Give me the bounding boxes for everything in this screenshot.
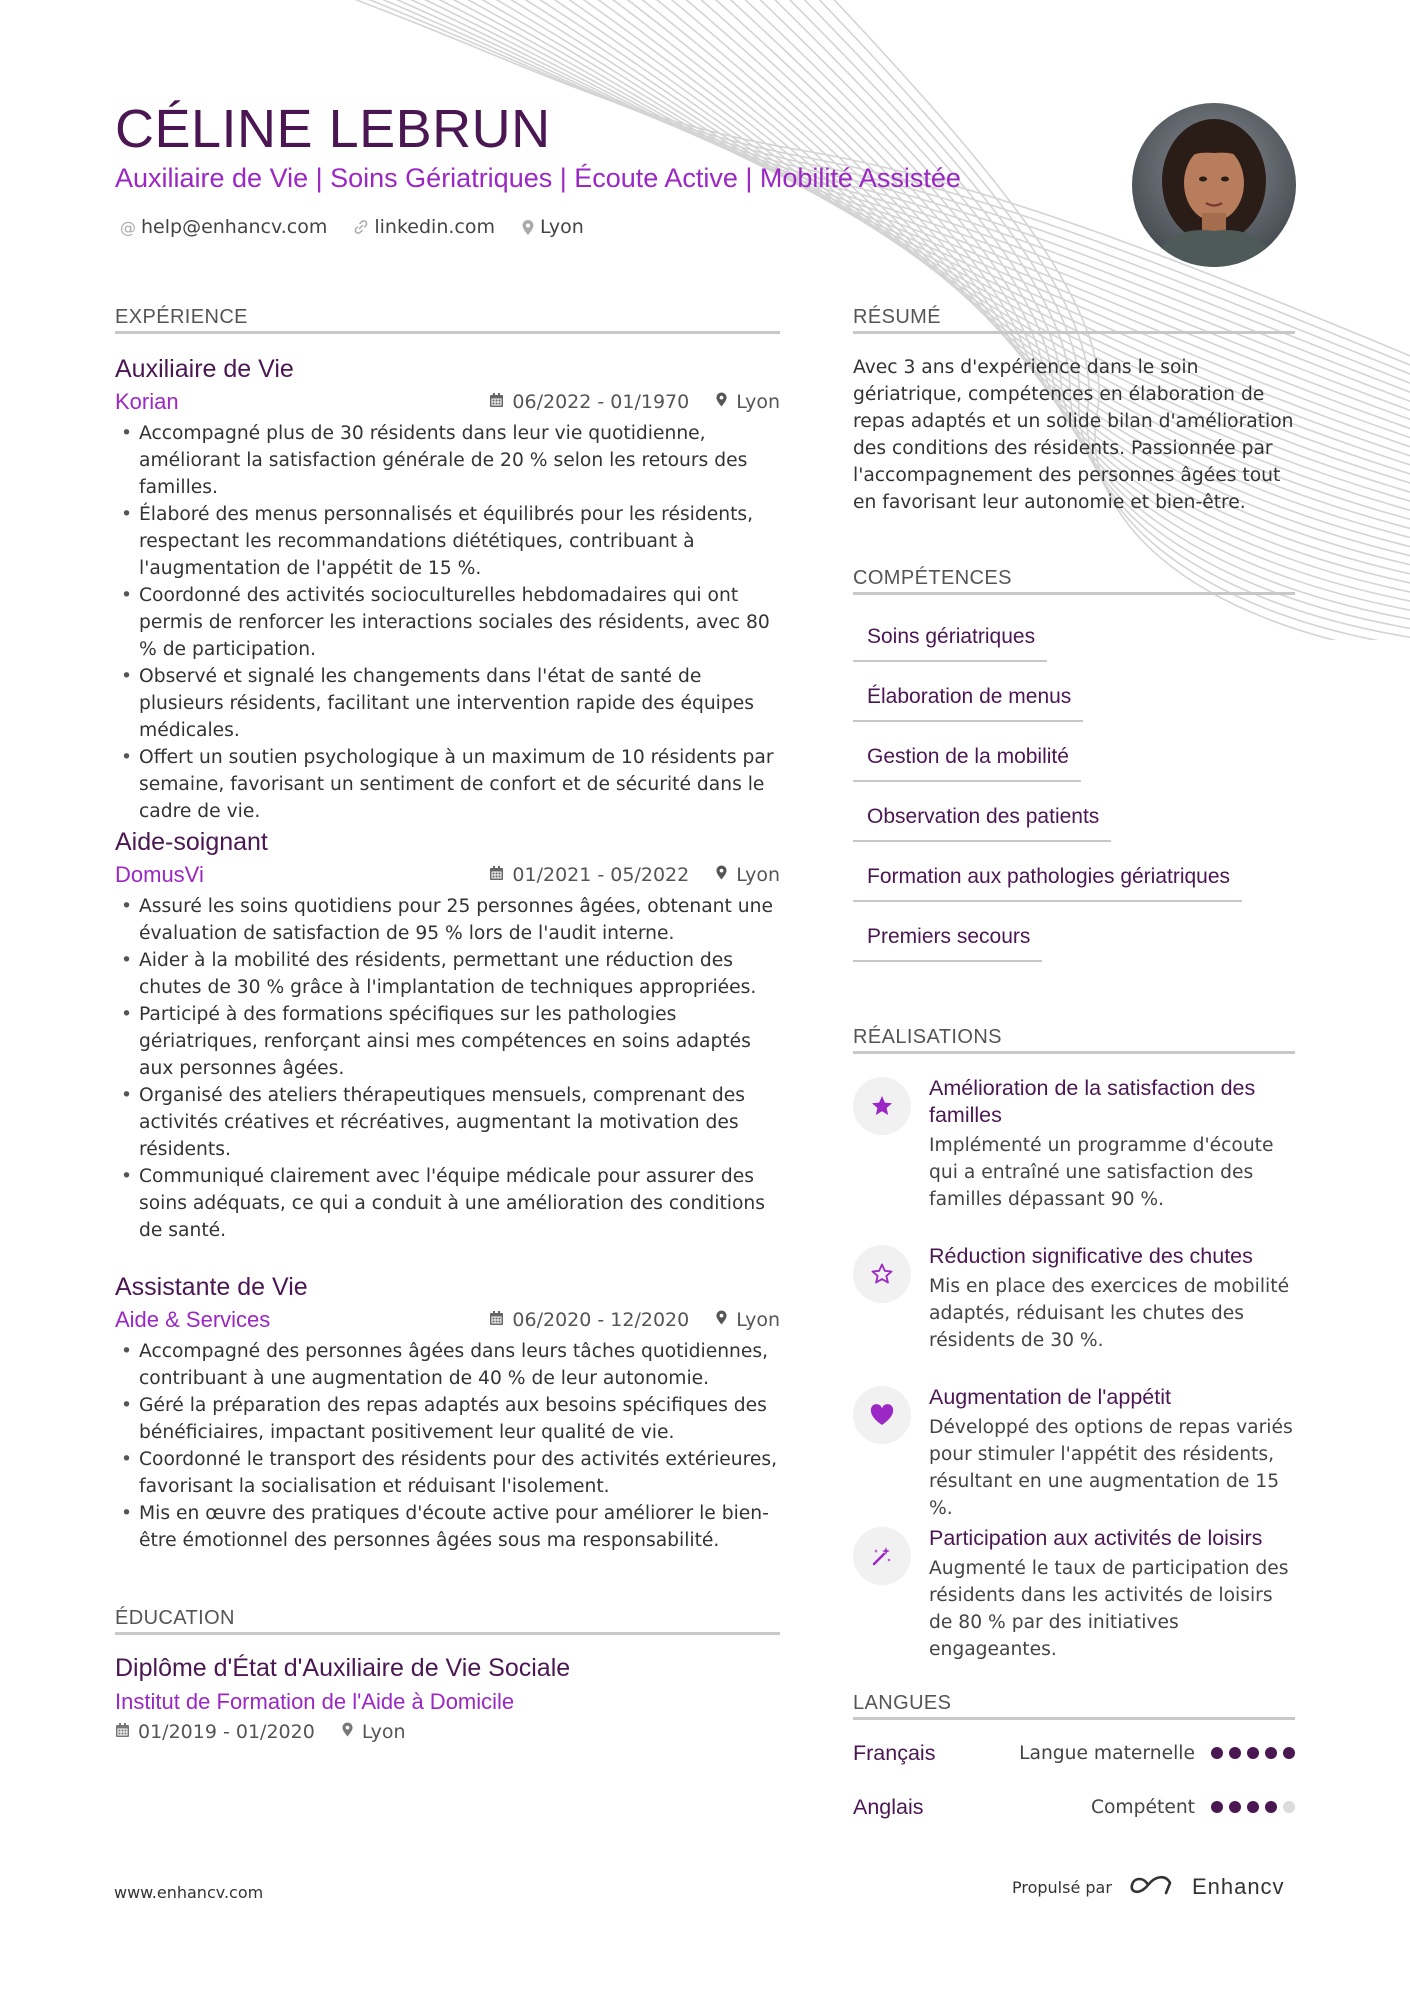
bullet-item: • Géré la préparation des repas adaptés aux besoins spécifiques des bénéficiaires, impactant positivement leur qualité de vie. xyxy=(115,1392,780,1446)
bullet-item: • Élaboré des menus personnalisés et équilibrés pour les résidents, respectant les recommandations diététiques, contribuant à l'augmentation de l'appétit de 15 %. xyxy=(115,501,780,582)
language-level: Compétent xyxy=(1090,1796,1195,1818)
achievement-description: Développé des options de repas variés pour stimuler l'appétit des résidents, résultant en une augmentation de 15 %. xyxy=(929,1417,1293,1519)
footer-branding xyxy=(1012,1872,1285,1902)
job-bullets xyxy=(115,893,780,1244)
link-icon xyxy=(353,219,369,235)
job-location: Lyon xyxy=(736,391,780,413)
experience-item xyxy=(115,1270,780,1554)
achievement-title: Participation aux activités de loisirs xyxy=(929,1526,1263,1550)
proficiency-dots xyxy=(1211,1801,1295,1813)
section-divider xyxy=(115,1632,780,1635)
job-location: Lyon xyxy=(736,864,780,886)
bullet-item: • Observé et signalé les changements dans l'état de santé de plusieurs résidents, facilitant une intervention rapide des équipes médicales. xyxy=(115,663,780,744)
language-level: Langue maternelle xyxy=(1019,1742,1195,1764)
bullet-item: • Offert un soutien psychologique à un maximum de 10 résidents par semaine, favorisant un sentiment de confort et de sécurité dans le cadre de vie. xyxy=(115,744,780,825)
calendar-icon xyxy=(489,391,504,413)
profile-photo xyxy=(1132,103,1296,267)
section-divider xyxy=(853,1717,1295,1720)
enhancv-logo-icon xyxy=(1128,1872,1176,1902)
proficiency-dot-filled xyxy=(1229,1801,1241,1813)
location-icon xyxy=(715,1309,728,1331)
company-name: DomusVi xyxy=(115,862,204,887)
skill-tag: Formation aux pathologies gériatriques xyxy=(853,854,1242,902)
proficiency-dot-filled xyxy=(1265,1747,1277,1759)
location-icon xyxy=(341,1721,354,1743)
achievement-title: Amélioration de la satisfaction des familles xyxy=(929,1076,1256,1127)
job-dates: 01/2021 - 05/2022 xyxy=(512,864,690,886)
degree-title: Diplôme d'État d'Auxiliaire de Vie Sociale xyxy=(115,1654,571,1682)
company-name: Aide & Services xyxy=(115,1307,271,1332)
proficiency-dot-filled xyxy=(1283,1747,1295,1759)
company-name: Korian xyxy=(115,389,179,414)
bullet-item: • Accompagné plus de 30 résidents dans leur vie quotidienne, améliorant la satisfaction générale de 20 % selon les retours des familles. xyxy=(115,420,780,501)
language-item xyxy=(853,1791,1295,1823)
section-title-education: ÉDUCATION xyxy=(115,1607,235,1629)
achievement-title: Augmentation de l'appétit xyxy=(929,1385,1171,1409)
education-location: Lyon xyxy=(361,1721,406,1743)
bullet-item: • Communiqué clairement avec l'équipe médicale pour assurer des soins adéquats, ce qui a conduit à une amélioration des conditions de santé. xyxy=(115,1163,780,1244)
achievement-item xyxy=(853,1525,1298,1660)
achievement-description: Augmenté le taux de participation des résidents dans les activités de loisirs de 80 % par des initiatives engageantes. xyxy=(929,1558,1289,1660)
job-dates: 06/2020 - 12/2020 xyxy=(512,1309,690,1331)
contact-list xyxy=(120,216,584,238)
summary-text: Avec 3 ans d'expérience dans le soin gériatrique, compétences en élaboration de repas adaptés et un solide bilan d'amélioration des conditions des résidents. Passionnée par l'accompagnement des personnes âgées tout en favorisant leur autonomie et bien-être. xyxy=(853,357,1294,513)
heart-icon xyxy=(853,1386,911,1444)
language-name: Anglais xyxy=(853,1794,924,1819)
proficiency-dot-filled xyxy=(1211,1747,1223,1759)
section-title-languages: LANGUES xyxy=(853,1692,952,1714)
job-dates: 06/2022 - 01/1970 xyxy=(512,391,690,413)
job-bullets xyxy=(115,1338,780,1554)
section-title-summary: RÉSUMÉ xyxy=(853,306,941,328)
candidate-name: CÉLINE LEBRUN xyxy=(115,99,551,159)
section-title-experience: EXPÉRIENCE xyxy=(115,306,248,328)
contact-email[interactable] xyxy=(120,216,327,238)
school-name: Institut de Formation de l'Aide à Domicile xyxy=(115,1689,515,1714)
achievement-item xyxy=(853,1075,1298,1225)
section-divider xyxy=(853,1051,1295,1054)
language-item xyxy=(853,1737,1295,1769)
achievement-item xyxy=(853,1384,1298,1519)
bullet-item: • Aider à la mobilité des résidents, permettant une réduction des chutes de 30 % grâce à l'implantation de techniques appropriées. xyxy=(115,947,780,1001)
proficiency-dot-filled xyxy=(1247,1747,1259,1759)
achievement-description: Mis en place des exercices de mobilité adaptés, réduisant les chutes des résidents de 30 %. xyxy=(929,1276,1290,1351)
contact-linkedin[interactable] xyxy=(353,216,495,238)
experience-item xyxy=(115,352,780,825)
bullet-item: • Organisé des ateliers thérapeutiques mensuels, comprenant des activités créatives et récréatives, augmentant la motivation des résidents. xyxy=(115,1082,780,1163)
candidate-headline: Auxiliaire de Vie | Soins Gériatriques | Écoute Active | Mobilité Assistée xyxy=(115,163,961,193)
job-title: Assistante de Vie xyxy=(115,1273,308,1301)
proficiency-dot-filled xyxy=(1211,1801,1223,1813)
job-title: Auxiliaire de Vie xyxy=(115,355,294,383)
section-divider xyxy=(853,592,1295,595)
education-item xyxy=(115,1651,780,1743)
location-icon xyxy=(715,864,728,886)
skill-tag: Gestion de la mobilité xyxy=(853,734,1081,782)
proficiency-dots xyxy=(1211,1747,1295,1759)
powered-by-text: Propulsé par xyxy=(1012,1877,1112,1897)
job-title: Aide-soignant xyxy=(115,828,268,856)
proficiency-dot-filled xyxy=(1247,1801,1259,1813)
job-bullets xyxy=(115,420,780,825)
proficiency-dot-filled xyxy=(1229,1747,1241,1759)
language-name: Français xyxy=(853,1740,936,1765)
achievement-description: Implémenté un programme d'écoute qui a entraîné une satisfaction des familles dépassant 90 %. xyxy=(929,1135,1274,1210)
contact-linkedin-text: linkedin.com xyxy=(374,216,495,238)
contact-location-text: Lyon xyxy=(540,216,584,238)
magic-wand-icon xyxy=(853,1527,911,1585)
experience-item xyxy=(115,825,780,1244)
education-dates: 01/2019 - 01/2020 xyxy=(138,1721,315,1743)
calendar-icon xyxy=(489,1309,504,1331)
bullet-item: • Participé à des formations spécifiques sur les pathologies gériatriques, renforçant ainsi mes compétences en soins adaptés aux personnes âgées. xyxy=(115,1001,780,1082)
proficiency-dot-empty xyxy=(1283,1801,1295,1813)
footer-website[interactable]: www.enhancv.com xyxy=(114,1883,264,1902)
skill-tag: Élaboration de menus xyxy=(853,674,1083,722)
brand-name: Enhancv xyxy=(1191,1874,1285,1899)
job-location: Lyon xyxy=(736,1309,780,1331)
location-icon xyxy=(715,391,728,413)
bullet-item: • Assuré les soins quotidiens pour 25 personnes âgées, obtenant une évaluation de satisfaction de 95 % lors de l'audit interne. xyxy=(115,893,780,947)
bullet-item: • Mis en œuvre des pratiques d'écoute active pour améliorer le bien-être émotionnel des personnes âgées sous ma responsabilité. xyxy=(115,1500,780,1554)
contact-email-text: help@enhancv.com xyxy=(141,216,328,238)
star-filled-icon xyxy=(853,1077,911,1135)
proficiency-dot-filled xyxy=(1265,1801,1277,1813)
skill-tag: Soins gériatriques xyxy=(853,614,1047,662)
bullet-item: • Coordonné des activités socioculturelles hebdomadaires qui ont permis de renforcer les interactions sociales des résidents, avec 80 % de participation. xyxy=(115,582,780,663)
section-title-skills: COMPÉTENCES xyxy=(853,567,1012,589)
section-title-achievements: RÉALISATIONS xyxy=(853,1026,1002,1048)
bullet-item: • Coordonné le transport des résidents pour des activités extérieures, favorisant la socialisation et réduisant l'isolement. xyxy=(115,1446,780,1500)
bullet-item: • Accompagné des personnes âgées dans leurs tâches quotidiennes, contribuant à une augmentation de 40 % de leur autonomie. xyxy=(115,1338,780,1392)
section-divider xyxy=(115,331,780,334)
skill-tag: Observation des patients xyxy=(853,794,1111,842)
contact-location xyxy=(521,216,584,238)
calendar-icon xyxy=(115,1721,130,1743)
star-outline-icon xyxy=(853,1245,911,1303)
calendar-icon xyxy=(489,864,504,886)
achievement-title: Réduction significative des chutes xyxy=(929,1244,1253,1268)
section-divider xyxy=(853,331,1295,334)
achievement-item xyxy=(853,1243,1298,1363)
at-icon: @ xyxy=(120,217,136,237)
skill-tag: Premiers secours xyxy=(853,914,1042,962)
location-icon xyxy=(521,219,535,236)
